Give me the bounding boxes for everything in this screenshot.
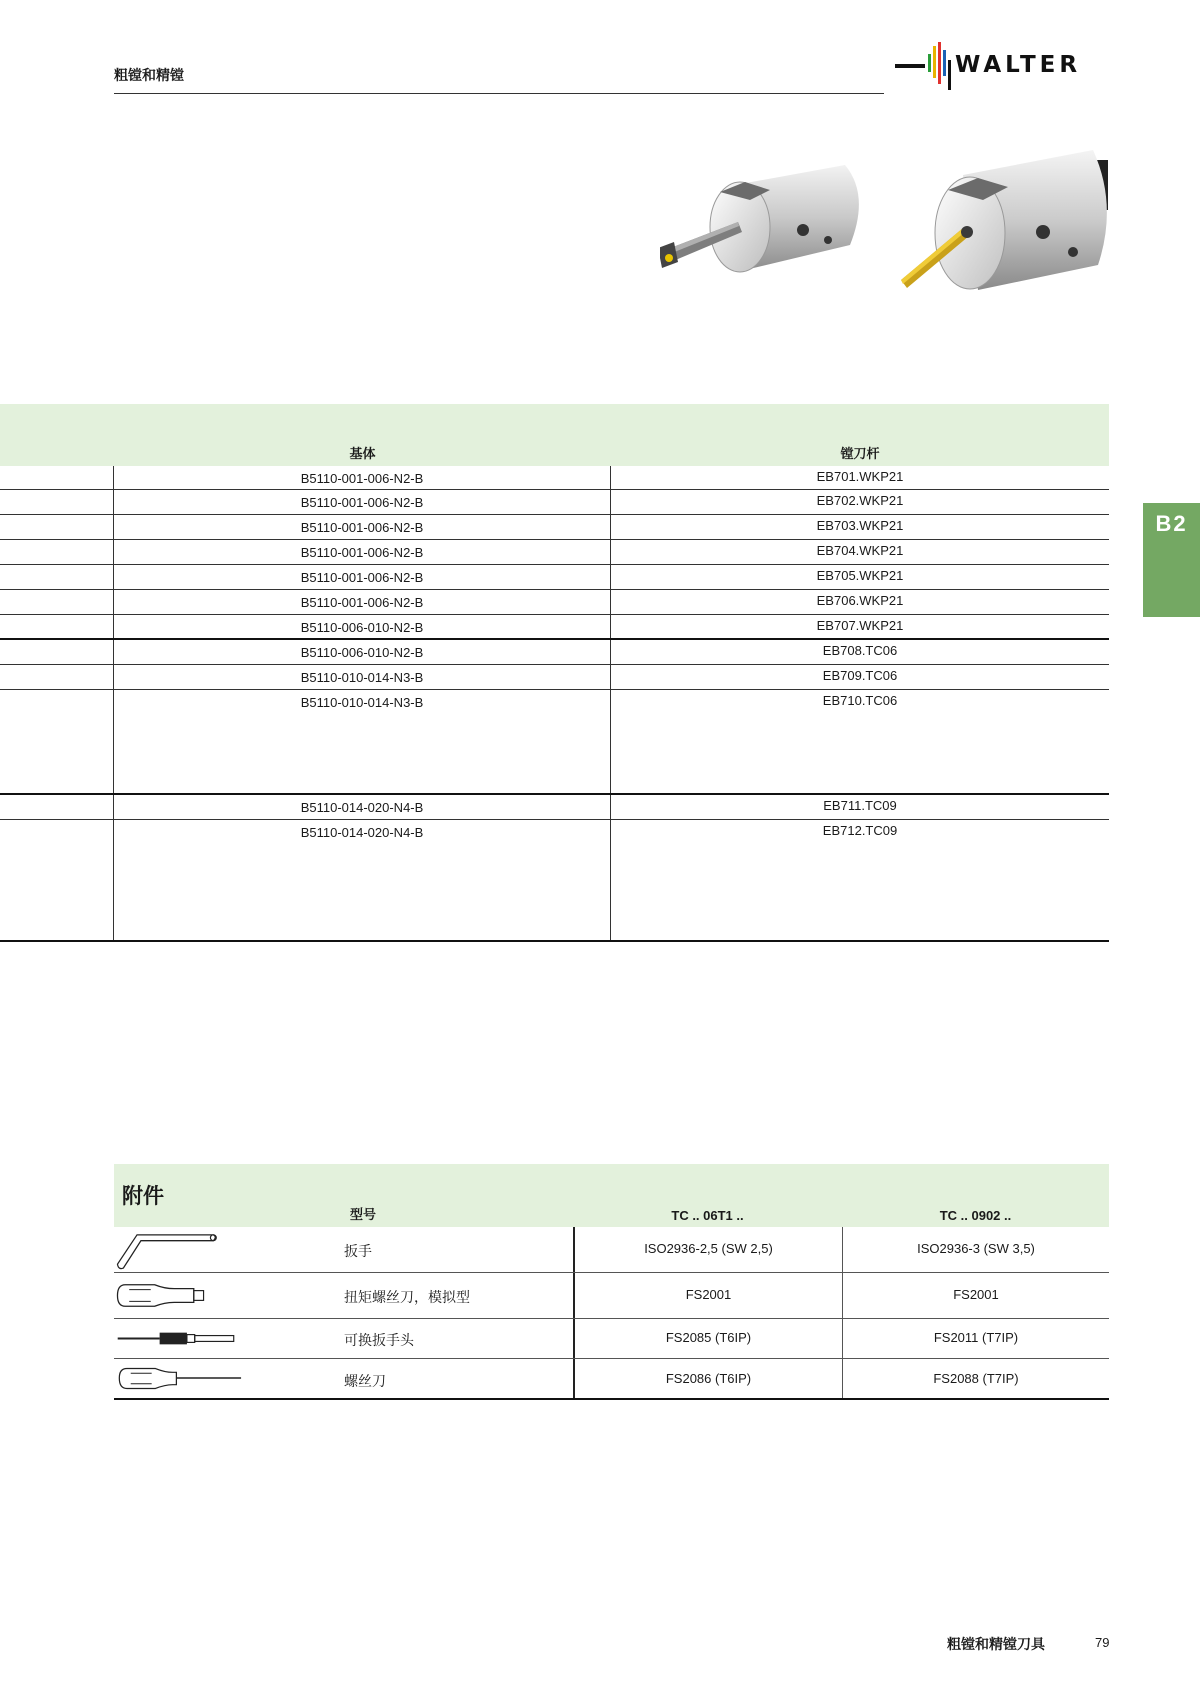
col-header-tc-0902: TC .. 0902 .. (939, 1208, 1012, 1223)
table-row: B5110-001-006-N2-B EB704.WKP21 (0, 540, 1109, 565)
header-divider (114, 93, 884, 94)
walter-logo (895, 40, 1110, 95)
table-row: B5110-010-014-N3-B EB710.TC06 (0, 690, 1109, 795)
accessory-row (114, 1319, 1109, 1359)
accessories-table (114, 1164, 1109, 1400)
table-row: B5110-006-010-N2-B EB708.TC06 (0, 640, 1109, 665)
accessories-title: 附件 (122, 1184, 164, 1208)
value-tc-0902: FS2001 (842, 1273, 1109, 1318)
value-tc-06t1: ISO2936-2,5 (SW 2,5) (573, 1227, 842, 1272)
boring-head-gold-bar-image (893, 140, 1115, 310)
value-tc-0902: ISO2936-3 (SW 3,5) (842, 1227, 1109, 1272)
table-row: B5110-001-006-N2-B EB705.WKP21 (0, 565, 1109, 590)
table-row: B5110-014-020-N4-B EB711.TC09 (0, 795, 1109, 820)
table-row: B5110-001-006-N2-B EB702.WKP21 (0, 490, 1109, 515)
value-tc-06t1: FS2086 (T6IP) (573, 1359, 842, 1398)
hex-key-icon (114, 1227, 254, 1272)
tool-body-table (0, 404, 1109, 942)
table-row: B5110-001-006-N2-B EB706.WKP21 (0, 590, 1109, 615)
screwdriver-icon (114, 1359, 254, 1398)
col-header-base: 基体 (349, 447, 376, 462)
accessory-name: 扳手 (344, 1244, 372, 1260)
value-tc-06t1: FS2001 (573, 1273, 842, 1318)
svg-text:WALTER: WALTER (955, 52, 1082, 78)
value-tc-06t1: FS2085 (T6IP) (573, 1319, 842, 1358)
table-row: B5110-001-006-N2-B EB701.WKP21 (0, 466, 1109, 490)
col-header-tc-06t1: TC .. 06T1 .. (671, 1208, 744, 1223)
page-number: 79 (1095, 1635, 1110, 1650)
footer-title: 粗镗和精镗刀具 (947, 1637, 1045, 1653)
table-row: B5110-014-020-N4-B EB712.TC09 (0, 820, 1109, 942)
table-row: B5110-001-006-N2-B EB703.WKP21 (0, 515, 1109, 540)
boring-head-silver-bar-image (660, 140, 875, 300)
interchangeable-blade-icon (114, 1319, 254, 1358)
page-header-title: 粗镗和精镗 (114, 68, 184, 84)
accessory-row (114, 1359, 1109, 1400)
col-header-boring-bar: 镗刀杆 (840, 447, 880, 462)
accessory-name: 可换扳手头 (344, 1333, 414, 1349)
torque-screwdriver-icon (114, 1273, 254, 1318)
accessory-name: 螺丝刀 (344, 1374, 386, 1390)
accessory-row (114, 1227, 1109, 1273)
value-tc-0902: FS2011 (T7IP) (842, 1319, 1109, 1358)
table-header (0, 404, 1109, 466)
table-row: B5110-006-010-N2-B EB707.WKP21 (0, 615, 1109, 640)
accessory-row (114, 1273, 1109, 1319)
accessories-header (114, 1164, 1109, 1227)
value-tc-0902: FS2088 (T7IP) (842, 1359, 1109, 1398)
table-row: B5110-010-014-N3-B EB709.TC06 (0, 665, 1109, 690)
accessory-name: 扭矩螺丝刀，模拟型 (344, 1290, 470, 1306)
section-tab-b2[interactable]: B2 (1143, 503, 1200, 617)
col-header-type: 型号 (350, 1208, 377, 1223)
